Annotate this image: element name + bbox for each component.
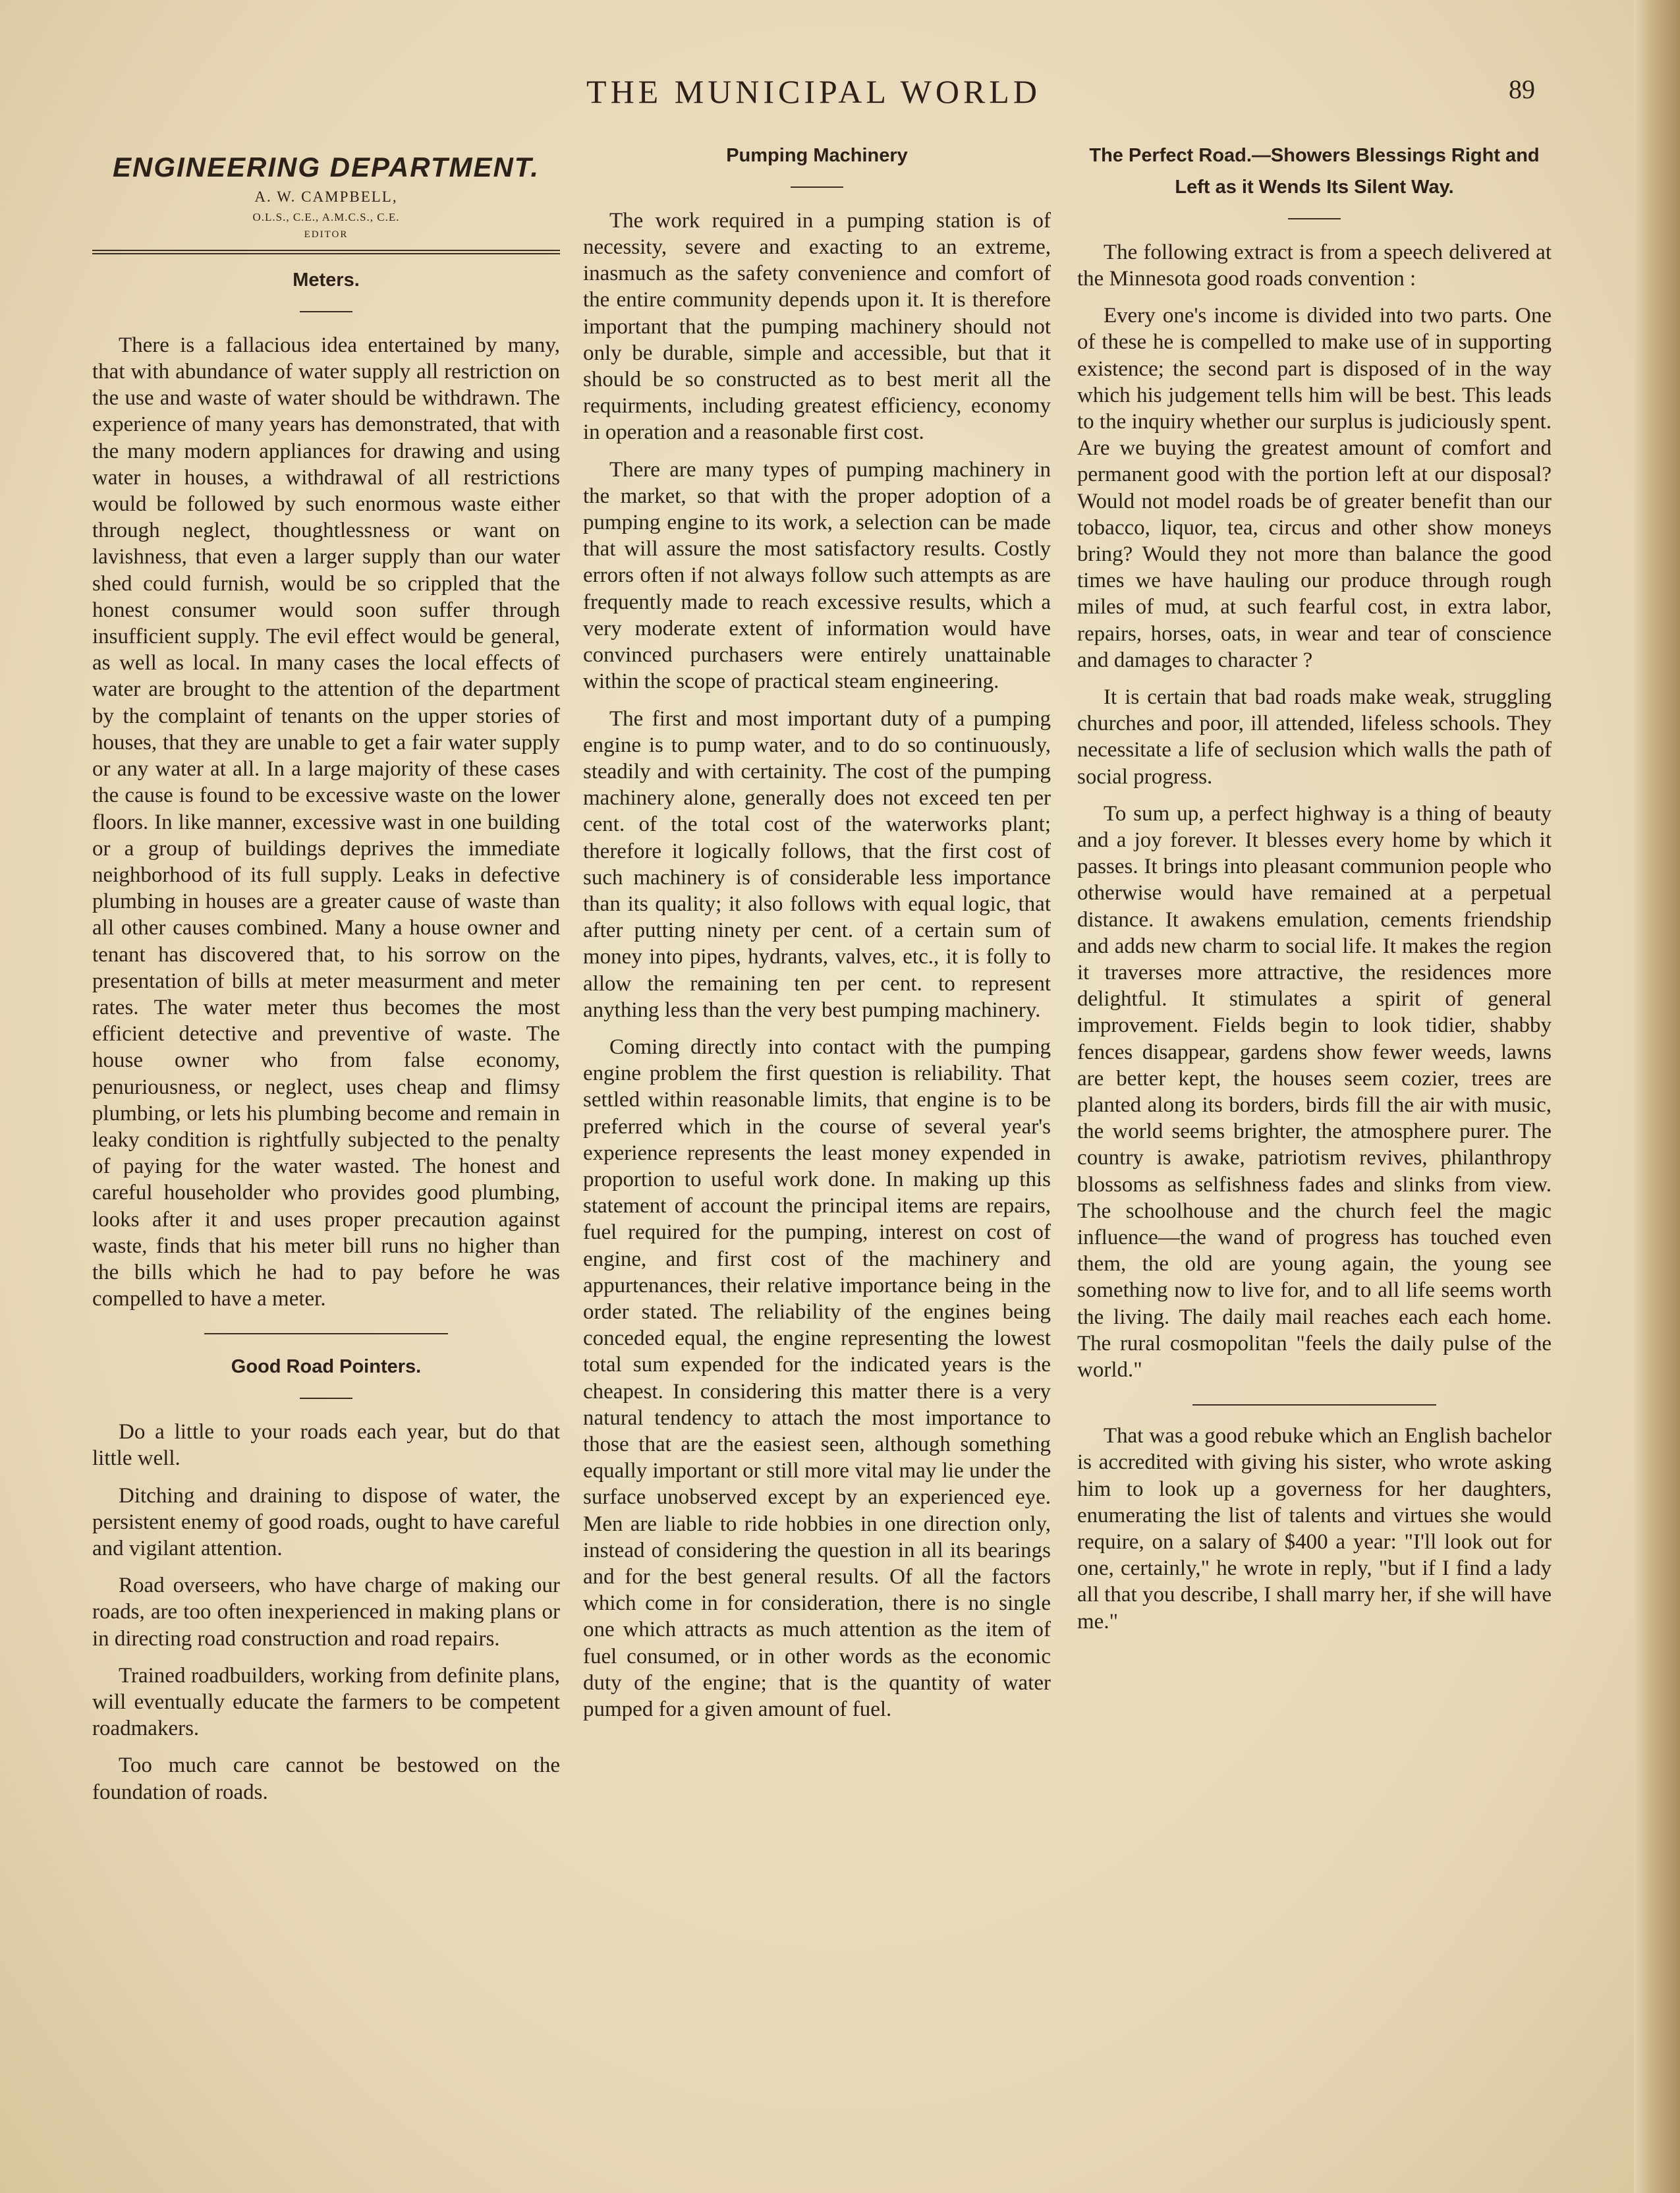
perfect-road-paragraph: The following extract is from a speech delivered at the Minnesota good roads convention : [1077,240,1552,291]
page-spine-shadow [1634,0,1680,2193]
meters-body: There is a fallacious idea entertained by many, that with abundance of water supply all restriction on the use and waste of water should be withdrawn. The experience of many years has demonstrated, that with the many modern appliances for drawing and using water in houses, a withdrawal of all restrictions would be followed by such enormous waste either through neglect, thoughtlessness or want on lavishness, that even a larger supply than our water shed could furnish, would be so crippled that the honest consumer would soon suffer through insufficient supply. The evil effect would be general, as well as local. In many cases the local effects of water are brought to the attention of the department by the complaint of tenants on the upper stories of houses, that they are unable to get a fair water supply or any water at all. In a large majority of these cases the cause is found to be excessive waste on the lower floors. In like manner, excessive wast in one building or a group of buildings deprives the immediate neighborhood of its full supply. Leaks in defective plumbing in houses are a greater cause of waste than all other causes combined. Many a house owner and tenant has discovered that, to his sorrow on the presentation of bills at meter measurment and meter rates. The water meter thus becomes the most efficient detective and preventive of waste. The house owner who from false economy, penuriousness, or neglect, uses cheap and flimsy plumbing, or lets his plumbing become and remain in leaky condition is rightfully subjected to the penalty of paying for the water wasted. The honest and careful householder who provides good plumbing, looks after it and uses proper precaution against waste, finds that his meter bill runs no higher than the bills which he had to pay before he was compelled to have a meter. [92,333,560,1311]
editor-role: EDITOR [304,229,349,240]
perfect-road-paragraph: To sum up, a perfect highway is a thing of beauty and a joy forever. It blesses every home by which it passes. It brings into pleasant communion people who otherwise would have remained at a perpetual distance. It awakens emulation, cements friendship and adds new charm to social life. It makes the region it traverses more attractive, the residences more delightful. It stimulates a spirit of general improvement. Fields begin to look tidier, shabby fences disappear, gardens show fewer weeds, lawns are better kept, the houses seem cozier, trees are planted along its borders, birds fill the air with music, the world seems brighter, the atmosphere purer. The country is awake, patriotism revives, philanthropy blossoms as selfishness fades and slinks from view. The schoolhouse and the church feel the magic influence—the wand of progress has touched even them, the old are young again, the young see something now to live for, and to all life seems worth the living. The daily mail reaches each each home. The rural cosmopolitan "feels the daily pulse of the world." [1077,801,1552,1382]
pumping-machinery-heading: Pumping Machinery [726,145,908,166]
pumping-paragraph: The first and most important duty of a pumping engine is to pump water, and to do so continuously, steadily and with certainity. The cost of the pumping machinery alone, generally does not exceed ten per cent. of the total cost of the waterworks plant; therefore it logically follows, that the first cost of such machinery is of considerable less importance than its quality; it also follows with equal logic, that after putting ninety per cent. of a certain sum of money into pipes, hydrants, valves, etc., it is folly to allow the remaining ten per cent. to represent anything less than the very best pumping machinery. [583,706,1051,1022]
pumping-paragraph: The work required in a pumping station is of necessity, severe and exacting to an extreme, inasmuch as the safety convenience and comfort of the entire community depends upon it. It is therefore important that the pumping machinery should not only be durable, simple and accessible, but that it should be so constructed as to best merit all the requirments, including greatest efficiency, economy in operation and a reasonable first cost. [583,208,1051,445]
column-middle [583,135,1051,1733]
good-roads-paragraph: Do a little to your roads each year, but do that little well. [92,1420,560,1471]
column-right [1077,135,1552,1645]
pumping-paragraph: There are many types of pumping machinery in the market, so that with the proper adoption of a pumping engine to its work, a selection can be made that will assure the most satisfactory results. Costly errors often if not always follow such attempts as are frequently made to reach excessive results, which a very moderate extent of information would have convinced purchasers were entirely unattainable within the scope of practical steam engineering. [583,457,1051,694]
article-divider [1192,1404,1436,1406]
perfect-road-heading: The Perfect Road.—Showers Blessings Right and Left as it Wends Its Silent Way. [1089,145,1540,198]
heading-rule [300,1398,352,1399]
pumping-paragraph: Coming directly into contact with the pumping engine problem the first question is reliability. That settled within reasonable limits, that engine is to be preferred which in the course of several year's experience represents the least money expended in proportion to useful work done. In making up this statement of account the principal items are repairs, fuel required for the pumping, interest on cost of engine, and first cost of the machinery and appurtenances, their relative importance being in the order stated. The reliability of the engines being conceded equal, the engine representing the lowest total sum expended for the indicated years is the cheapest. In considering this matter there is a very natural tendency to attach the most importance to those that are the easiest seen, although something equally important or still more vital may lie under the surface unobserved except by an experienced eye. Men are liable to ride hobbies in one direction only, instead of considering the question in all its bearings and for the best general results. Of all the factors which come in for consideration, there is no single one which attracts as much attention as the item of fuel consumed, or in other words as the economic duty of the engine; that is the quantity of water pumped for a given amount of fuel. [583,1035,1051,1722]
section-divider [92,250,560,254]
heading-rule [1288,218,1341,219]
anecdote-paragraph: That was a good rebuke which an English bachelor is accredited with giving his sister, who wrote asking him to look up a governess for her daughters, enumerating the list of talents and virtues she would require, on a salary of $400 a year: "I'll look out for one, certainly," he wrote in reply, "but if I find a lady all that you describe, I shall marry her, if she will have me." [1077,1424,1552,1634]
heading-rule [791,186,843,188]
good-roads-paragraph: Road overseers, who have charge of making our roads, are too often inexperienced in making plans or in directing road construction and road repairs. [92,1574,560,1651]
good-roads-paragraph: Too much care cannot be bestowed on the foundation of roads. [92,1753,560,1804]
perfect-road-paragraph: It is certain that bad roads make weak, struggling churches and poor, ill attended, lifeless schools. They necessitate a life of seclusion which walls the path of social progress. [1077,685,1552,789]
page-header [92,72,1535,119]
editor-credentials: O.L.S., C.E., A.M.C.S., C.E. [252,211,400,223]
column-left [92,135,560,1816]
good-roads-paragraph: Trained roadbuilders, working from definite plans, will eventually educate the farmers to be competent roadmakers. [92,1663,560,1741]
perfect-road-paragraph: Every one's income is divided into two parts. One of these he is compelled to make use of in supporting existence; the second part is disposed of in the way which his judgement tells him will be best. This leads to the inquiry whether our surplus is judiciously spent. Are we buying the greatest amount of comfort and permanent good with the portion left at our disposal? Would not model roads be of greater benefit than our tobacco, liquor, tea, circus and other show moneys bring? Would they not more than balance the good times we have hauling our produce through rough miles of mud, at such fearful cost, in extra labor, repairs, horses, oats, in wear and tear of conscience and damages to character ? [1077,304,1552,672]
good-roads-heading: Good Road Pointers. [231,1356,422,1378]
heading-rule [300,311,352,312]
article-divider [204,1333,448,1334]
good-roads-paragraph: Ditching and draining to dispose of water, the persistent enemy of good roads, ought to have careful and vigilant attention. [92,1483,560,1561]
editor-name: A. W. CAMPBELL, [254,188,398,205]
page-number: 89 [1509,74,1535,104]
masthead-title: THE MUNICIPAL WORLD [586,73,1041,110]
meters-heading: Meters. [293,270,360,291]
department-title: ENGINEERING DEPARTMENT. [112,152,540,183]
